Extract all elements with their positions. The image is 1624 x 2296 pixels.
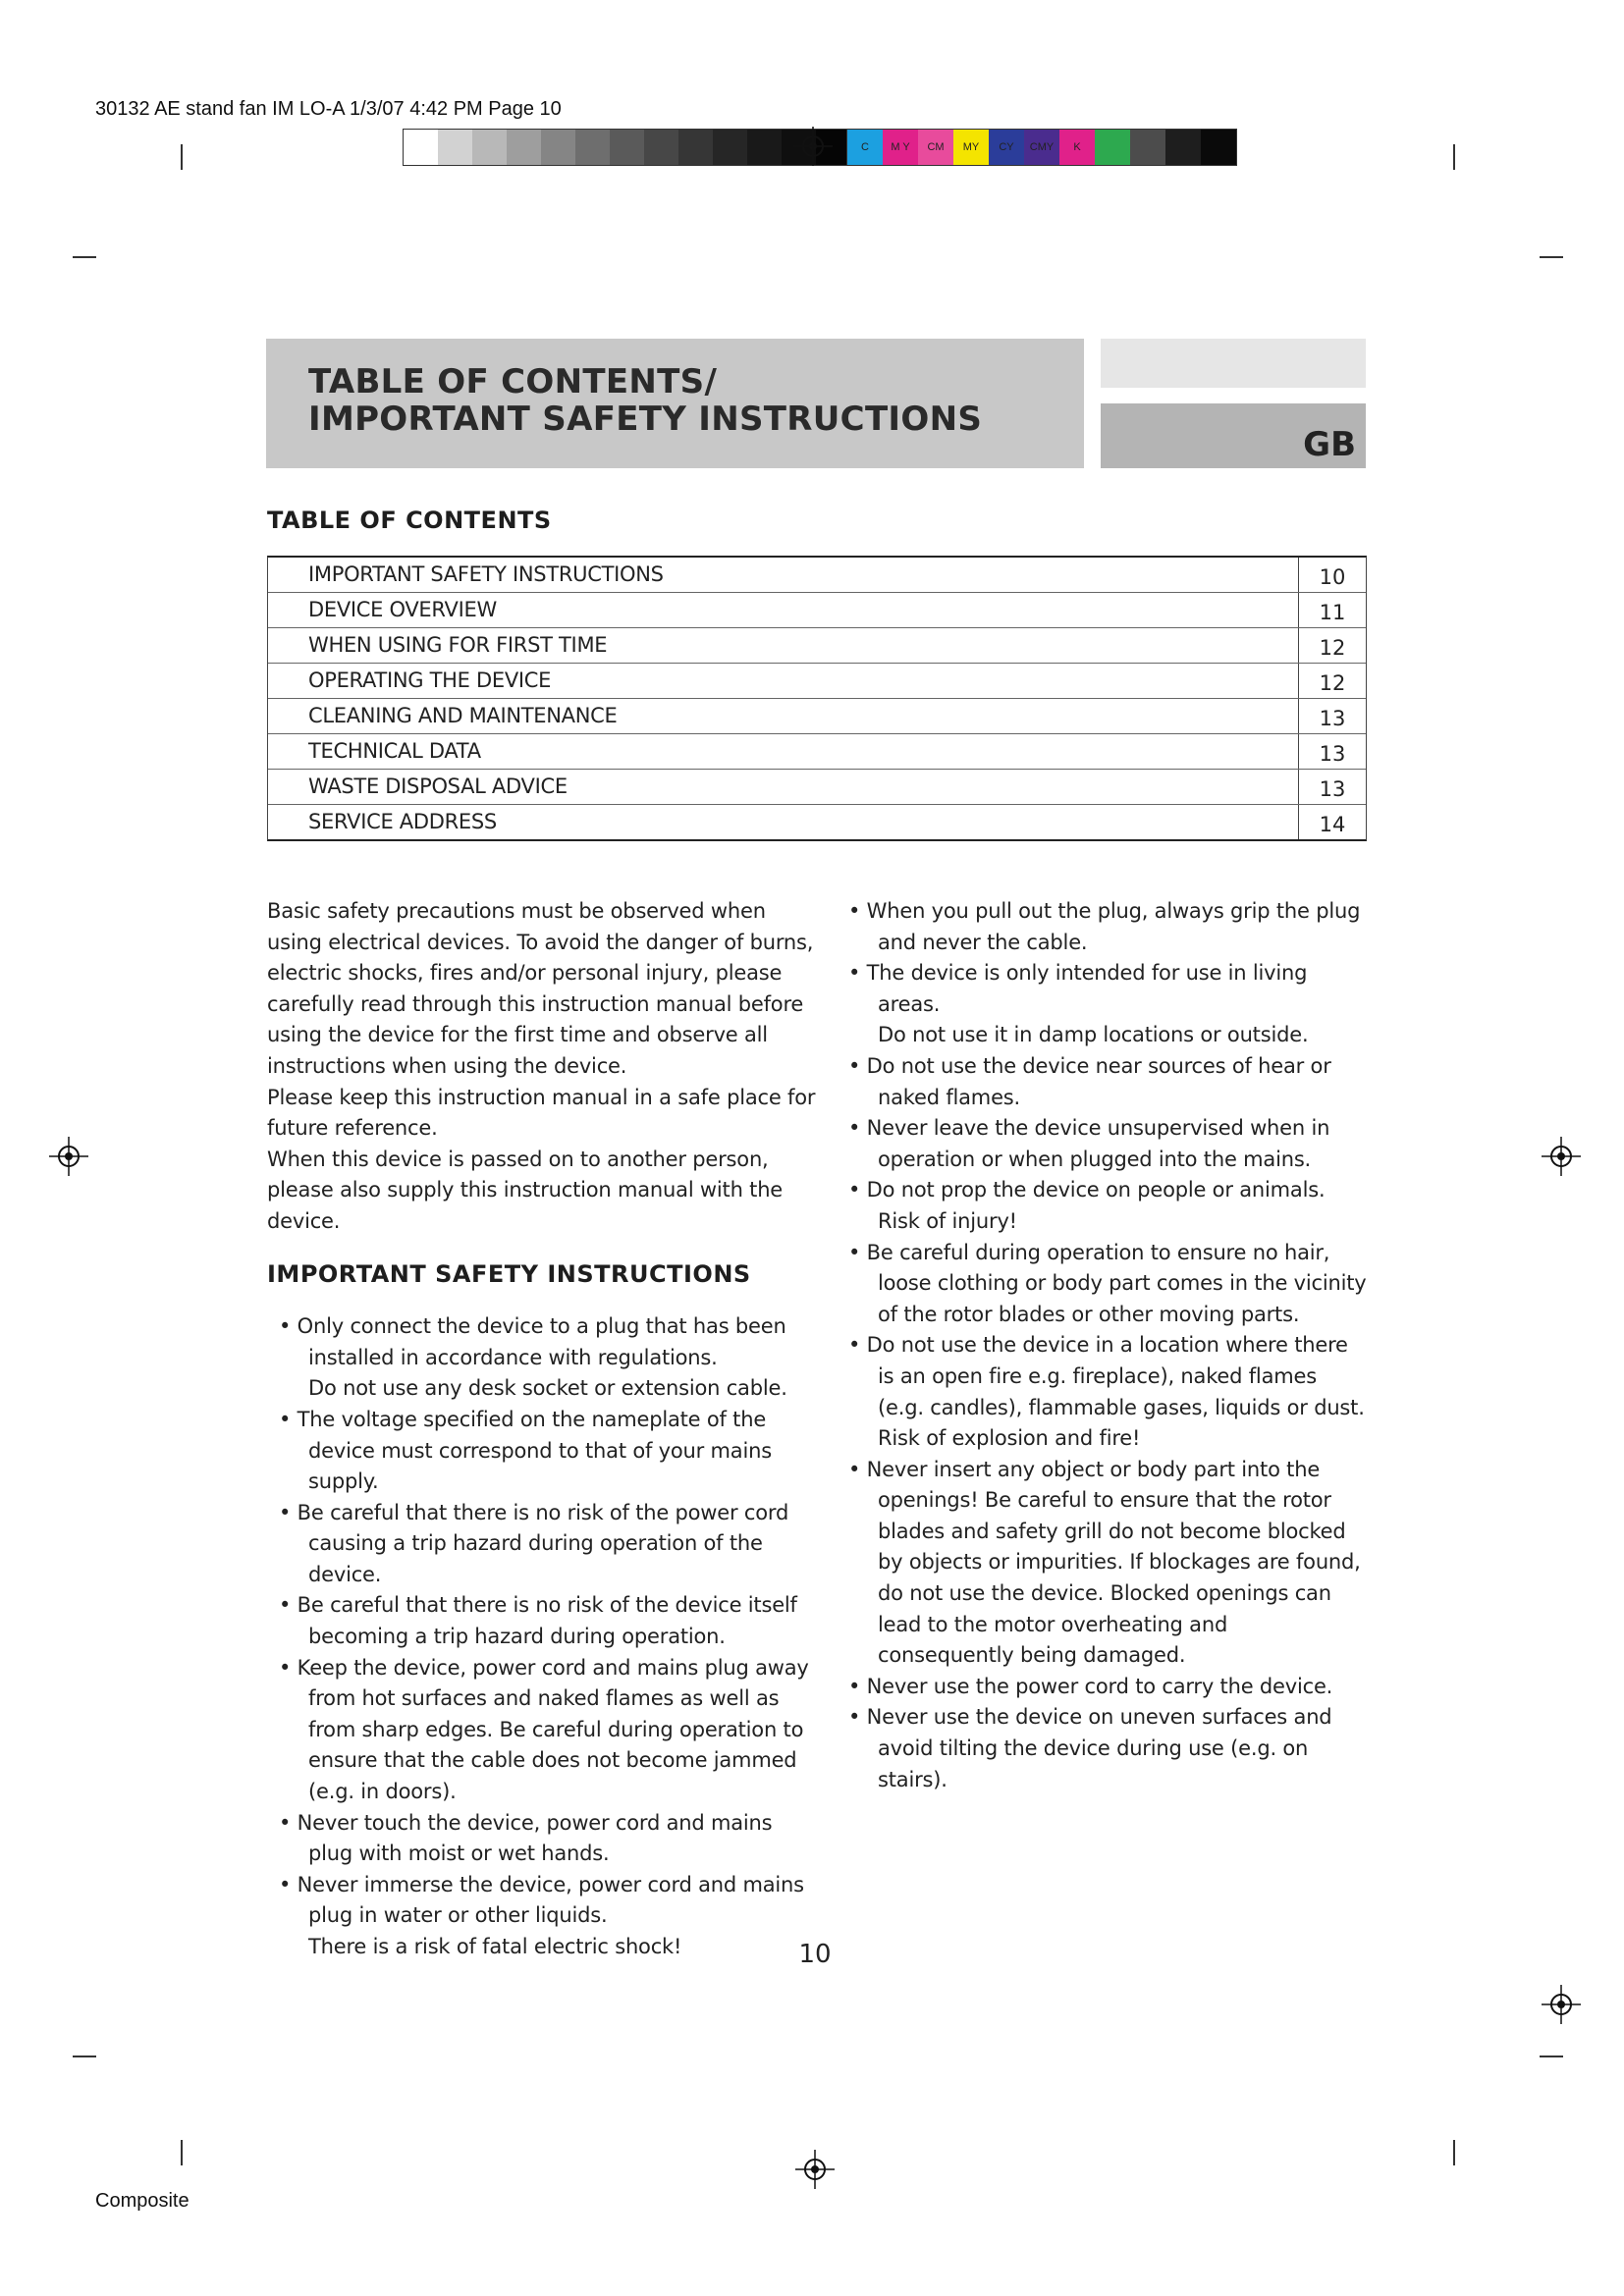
toc-row <box>268 805 1366 839</box>
safety-bullet-text: Be careful during operation to ensure no hair, loose clothing or body part comes in the vicinity of the rotor blades or other moving parts. <box>866 1240 1367 1326</box>
safety-bullet-text: Never leave the device unsupervised when in operation or when plugged into the mains. <box>866 1116 1330 1171</box>
footer-slug: Composite <box>95 2190 189 2212</box>
safety-bullet <box>267 1590 817 1652</box>
toc-entry-label: CLEANING AND MAINTENANCE <box>308 704 618 727</box>
safety-bullet-subtext: There is a risk of fatal electric shock! <box>308 1935 682 1958</box>
toc-entry-label: TECHNICAL DATA <box>308 739 481 763</box>
toc-row <box>268 664 1366 699</box>
safety-bullet-text: The device is only intended for use in living areas. <box>866 961 1308 1016</box>
print-slug: 30132 AE stand fan IM LO-A 1/3/07 4:42 PM Page 10 <box>95 98 562 120</box>
safety-bullet <box>837 1175 1367 1237</box>
crop-mark <box>73 2056 96 2057</box>
gray-swatch <box>472 130 507 165</box>
bullet-icon: • <box>279 1593 298 1618</box>
safety-bullet <box>267 1405 817 1498</box>
toc-entry-label: OPERATING THE DEVICE <box>308 668 552 692</box>
safety-bullet <box>267 1498 817 1591</box>
color-swatch: C <box>847 130 883 165</box>
color-swatch <box>1095 130 1130 165</box>
safety-bullet-text: Never use the power cord to carry the device. <box>866 1674 1333 1698</box>
side-tab-blank <box>1101 339 1366 388</box>
safety-bullet-text: Never insert any object or body part into the openings! Be careful to ensure that the rotor blades and safety grill do not become blocked by objects or impurities. If blockages are found, do not use the device. Blocked openings can lead to the motor overheating and consequently being damaged. <box>866 1457 1361 1668</box>
safety-bullet-text: Do not use the device near sources of hear or naked flames. <box>866 1053 1331 1109</box>
page-number: 10 <box>798 1940 832 1969</box>
safety-list-left <box>267 1311 817 1962</box>
registration-mark-icon <box>795 2150 835 2193</box>
toc-row <box>268 558 1366 593</box>
bullet-icon: • <box>848 1457 867 1481</box>
color-swatch: K <box>1059 130 1095 165</box>
registration-mark-icon <box>49 1137 88 1180</box>
safety-bullet <box>837 1702 1367 1795</box>
section-heading: IMPORTANT SAFETY INSTRUCTIONS <box>267 1259 751 1288</box>
safety-bullet <box>837 1051 1367 1113</box>
page-title-line-1: TABLE OF CONTENTS/ <box>308 362 718 401</box>
toc-row <box>268 770 1366 805</box>
color-swatch <box>1201 130 1236 165</box>
toc-entry-page: 11 <box>1298 593 1366 627</box>
toc-entry-label: WHEN USING FOR FIRST TIME <box>308 633 608 657</box>
language-tab <box>1101 403 1366 468</box>
gray-swatch <box>678 130 713 165</box>
gray-swatch <box>507 130 541 165</box>
toc-row <box>268 593 1366 628</box>
bullet-icon: • <box>848 1240 867 1264</box>
safety-bullet-text: Never use the device on uneven surfaces and avoid tilting the device during use (e.g. on stairs). <box>866 1705 1332 1791</box>
gray-swatch <box>575 130 610 165</box>
bullet-icon: • <box>848 1053 867 1078</box>
safety-bullet <box>267 1653 817 1808</box>
safety-bullet <box>837 1330 1367 1454</box>
bullet-icon: • <box>279 1407 298 1431</box>
gray-swatch <box>404 130 438 165</box>
safety-bullet <box>267 1870 817 1932</box>
crop-mark <box>73 256 96 258</box>
safety-bullet-text: Be careful that there is no risk of the power cord causing a trip hazard during operation of the device. <box>297 1500 789 1586</box>
color-swatch: CMY <box>1024 130 1059 165</box>
toc-entry-label: SERVICE ADDRESS <box>308 810 497 833</box>
toc-row <box>268 734 1366 770</box>
page-title <box>308 363 982 438</box>
safety-bullet <box>837 1113 1367 1175</box>
bullet-icon: • <box>848 1333 867 1358</box>
bullet-icon: • <box>279 1314 298 1339</box>
toc-row <box>268 699 1366 734</box>
crop-mark <box>1540 2056 1563 2057</box>
toc-entry-page: 13 <box>1298 734 1366 769</box>
safety-bullet-text: Keep the device, power cord and mains plug away from hot surfaces and naked flames as well as from sharp edges. Be careful during operation to ensure that the cable does not become jammed (e.g. in doors). <box>297 1655 809 1804</box>
bullet-icon: • <box>279 1655 298 1680</box>
bullet-icon: • <box>848 961 867 986</box>
grayscale-calibration-bar <box>403 129 851 166</box>
gray-swatch <box>747 130 782 165</box>
toc-table <box>267 556 1367 841</box>
safety-bullet-text: When you pull out the plug, always grip the plug and never the cable. <box>866 899 1361 954</box>
gray-swatch <box>644 130 678 165</box>
registration-mark-icon <box>1542 1137 1581 1180</box>
bullet-icon: • <box>848 1116 867 1141</box>
crop-mark <box>181 2140 183 2165</box>
safety-bullet <box>267 1311 817 1373</box>
toc-entry-page: 13 <box>1298 770 1366 804</box>
bullet-icon: • <box>848 1705 867 1730</box>
intro-paragraph: When this device is passed on to another person, please also supply this instruction manual with the device. <box>267 1147 784 1233</box>
bullet-icon: • <box>848 1674 867 1698</box>
safety-bullet-text: Be careful that there is no risk of the device itself becoming a trip hazard during operation. <box>297 1593 797 1649</box>
bullet-icon: • <box>279 1500 298 1524</box>
safety-bullet-subtext: Do not use it in damp locations or outside. <box>878 1023 1309 1047</box>
color-swatch <box>1165 130 1201 165</box>
toc-heading: TABLE OF CONTENTS <box>267 507 552 534</box>
bullet-icon: • <box>279 1872 298 1896</box>
crop-mark <box>1453 2140 1455 2165</box>
registration-mark-icon <box>1542 1985 1581 2028</box>
toc-entry-page: 12 <box>1298 628 1366 663</box>
color-swatch <box>1130 130 1165 165</box>
page-title-line-2: IMPORTANT SAFETY INSTRUCTIONS <box>308 400 983 439</box>
color-swatch: M Y <box>883 130 918 165</box>
gray-swatch <box>541 130 575 165</box>
safety-bullet <box>837 896 1367 958</box>
crop-mark <box>1453 144 1455 170</box>
safety-bullet-subtext: Do not use any desk socket or extension cable. <box>308 1376 787 1401</box>
right-column <box>837 896 1367 1795</box>
safety-bullet-text: Do not prop the device on people or animals. Risk of injury! <box>866 1178 1326 1233</box>
toc-entry-page: 10 <box>1298 558 1366 592</box>
safety-bullet-text: The voltage specified on the nameplate of the device must correspond to that of your mains supply. <box>297 1407 772 1494</box>
safety-bullet <box>837 1455 1367 1672</box>
safety-bullet-text: Only connect the device to a plug that has been installed in accordance with regulations. <box>297 1314 786 1369</box>
safety-bullet <box>837 1238 1367 1331</box>
toc-entry-label: DEVICE OVERVIEW <box>308 598 497 621</box>
toc-entry-page: 13 <box>1298 699 1366 733</box>
toc-entry-label: WASTE DISPOSAL ADVICE <box>308 774 568 798</box>
registration-mark-icon <box>793 127 833 170</box>
intro-paragraph: Please keep this instruction manual in a safe place for future reference. <box>267 1085 816 1141</box>
bullet-icon: • <box>848 1178 867 1202</box>
color-swatch: CM <box>918 130 953 165</box>
gray-swatch <box>610 130 644 165</box>
gray-swatch <box>713 130 747 165</box>
safety-bullet-text: Do not use the device in a location where there is an open fire e.g. fireplace), naked flames (e.g. candles), flammable gases, liquids or dust. Risk of explosion and fire! <box>866 1333 1365 1451</box>
safety-bullet-text: Never immerse the device, power cord and mains plug in water or other liquids. <box>297 1872 804 1928</box>
bullet-icon: • <box>848 899 867 923</box>
safety-bullet-text: Never touch the device, power cord and mains plug with moist or wet hands. <box>297 1810 773 1866</box>
gray-swatch <box>438 130 472 165</box>
color-swatch: MY <box>953 130 989 165</box>
toc-row <box>268 628 1366 664</box>
color-calibration-bar <box>846 129 1237 166</box>
color-swatch: CY <box>989 130 1024 165</box>
bullet-icon: • <box>279 1810 298 1835</box>
toc-entry-page: 14 <box>1298 805 1366 839</box>
crop-mark <box>1540 256 1563 258</box>
safety-list-right <box>837 896 1367 1795</box>
toc-entry-label: IMPORTANT SAFETY INSTRUCTIONS <box>308 562 664 586</box>
safety-bullet <box>837 1672 1367 1703</box>
toc-entry-page: 12 <box>1298 664 1366 698</box>
crop-mark <box>181 144 183 170</box>
safety-bullet <box>267 1808 817 1870</box>
language-code: GB <box>1303 425 1356 464</box>
safety-bullet <box>837 958 1367 1020</box>
intro-paragraph: Basic safety precautions must be observed when using electrical devices. To avoid the danger of burns, electric shocks, fires and/or personal injury, please carefully read through this instruction manual before using the device for the first time and observe all instructions when using the device. <box>267 899 814 1078</box>
left-column <box>267 896 817 1963</box>
